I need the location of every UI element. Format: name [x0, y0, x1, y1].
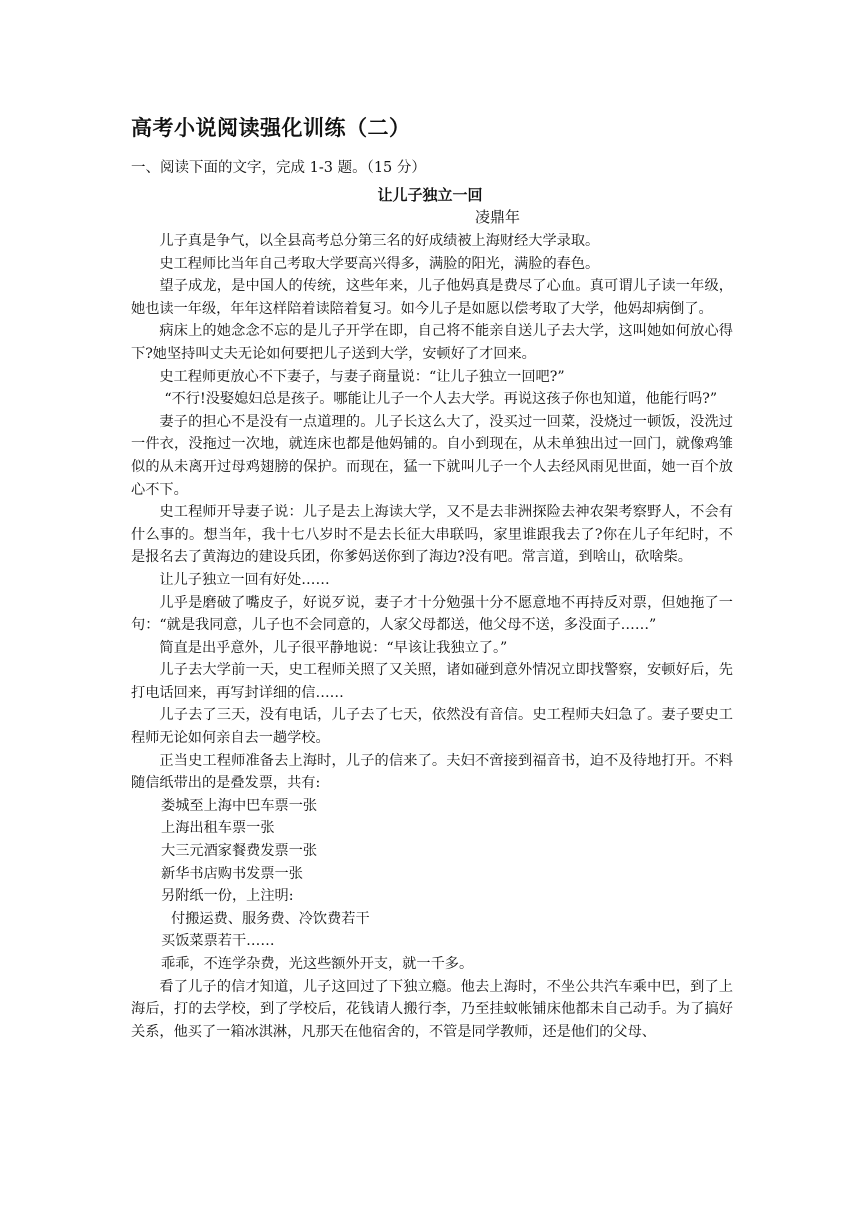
- paragraph: 儿乎是磨破了嘴皮子，好说歹说，妻子才十分勉强十分不愿意地不再持反对票，但她拖了一句：“就是我同意，儿子也不会同意的，人家父母都送，他父母不送，多没面子……”: [131, 594, 733, 634]
- paragraph: 史工程师比当年自己考取大学要高兴得多，满脸的阳光，满脸的春色。: [159, 255, 600, 272]
- receipt-list-item: 买饭菜票若干……: [161, 933, 275, 950]
- receipt-list-item: 上海出租车票一张: [161, 820, 275, 837]
- receipt-list-item: 娄城至上海中巴车票一张: [161, 797, 318, 814]
- paragraph: 乖乖，不连学杂费，光这些额外开支，就一千多。: [161, 956, 474, 972]
- paragraph: 让儿子独立一回有好处……: [159, 571, 330, 588]
- receipt-list-item: 另附纸一份，上注明:: [161, 888, 294, 905]
- paragraph: “不行!没娶媳妇总是孩子。哪能让儿子一个人去大学。再说这孩子你也知道，他能行吗?”: [164, 391, 718, 408]
- story-body: [131, 230, 733, 1043]
- paragraph: 儿子去大学前一天，史工程师关照了又关照，诸如碰到意外情况立即找警察，安顿好后，先打电话回来，再写封详细的信……: [131, 662, 733, 701]
- paragraph: 史工程师更放心不下妻子，与妻子商量说：“让儿子独立一回吧?”: [159, 368, 565, 385]
- document-title: 高考小说阅读强化训练（二）: [131, 116, 411, 140]
- paragraph: 妻子的担心不是没有一点道理的。儿子长这么大了，没买过一回菜，没烧过一顿饭，没洗过一件衣，没拖过一次地，就连床也都是他妈铺的。自小到现在，从未单独出过一回门，就像鸡雏似的从未离开过母鸡翅膀的保护。而现在，猛一下就叫儿子一个人去经风雨见世面，她一百个放心不下。: [131, 413, 733, 498]
- paragraph: 正当史工程师准备去上海时，儿子的信来了。夫妇不啻接到福音书，迫不及待地打开。不料随信纸带出的是叠发票，共有:: [131, 752, 733, 792]
- paragraph: 儿子真是争气，以全县高考总分第三名的好成绩被上海财经大学录取。: [159, 233, 600, 249]
- paragraph: 病床上的她念念不忘的是儿子开学在即，自己将不能亲自送儿子去大学，这叫她如何放心得下?她坚持叫丈夫无论如何要把儿子送到大学，安顿好了才回来。: [131, 323, 733, 362]
- paragraph: 看了儿子的信才知道，儿子这回过了下独立瘾。他去上海时，不坐公共汽车乘中巴，到了上海后，打的去学校，到了学校后，花钱请人搬行李，乃至挂蚊帐铺床他都未自己动手。为了搞好关系，他买了一箱冰淇淋，凡那天在他宿舍的，不管是同学教师，还是他们的父母、: [131, 978, 733, 1040]
- paragraph: 望子成龙，是中国人的传统，这些年来，儿子他妈真是费尽了心血。真可谓儿子读一年级，她也读一年级，年年这样陪着读陪着复习。如今儿子是如愿以偿考取了大学，他妈却病倒了。: [131, 278, 733, 317]
- story-title: 让儿子独立一回: [377, 186, 483, 204]
- paragraph: 简直是出乎意外，儿子很平静地说：“早该让我独立了。”: [159, 639, 508, 656]
- receipt-list-item: 新华书店购书发票一张: [161, 865, 303, 882]
- receipt-list-item: 付搬运费、服务费、冷饮费若干: [171, 910, 370, 927]
- receipt-list-item: 大三元酒家餐费发票一张: [161, 843, 318, 860]
- story-author: 凌鼎年: [475, 208, 521, 226]
- section-header: 一、阅读下面的文字，完成 1-3 题。（15 分）: [131, 160, 426, 176]
- paragraph: 儿子去了三天，没有电话，儿子去了七天，依然没有音信。史工程师夫妇急了。妻子要史工程师无论如何亲自去一趟学校。: [131, 707, 733, 747]
- paragraph: 史工程师开导妻子说：儿子是去上海读大学，又不是去非洲探险去神农架考察野人，不会有什么事的。想当年，我十七八岁时不是去长征大串联吗，家里谁跟我去了?你在儿子年纪时，不是报名去了黄海边的建设兵团，你爹妈送你到了海边?没有吧。常言道，到啥山，砍啥柴。: [131, 504, 733, 566]
